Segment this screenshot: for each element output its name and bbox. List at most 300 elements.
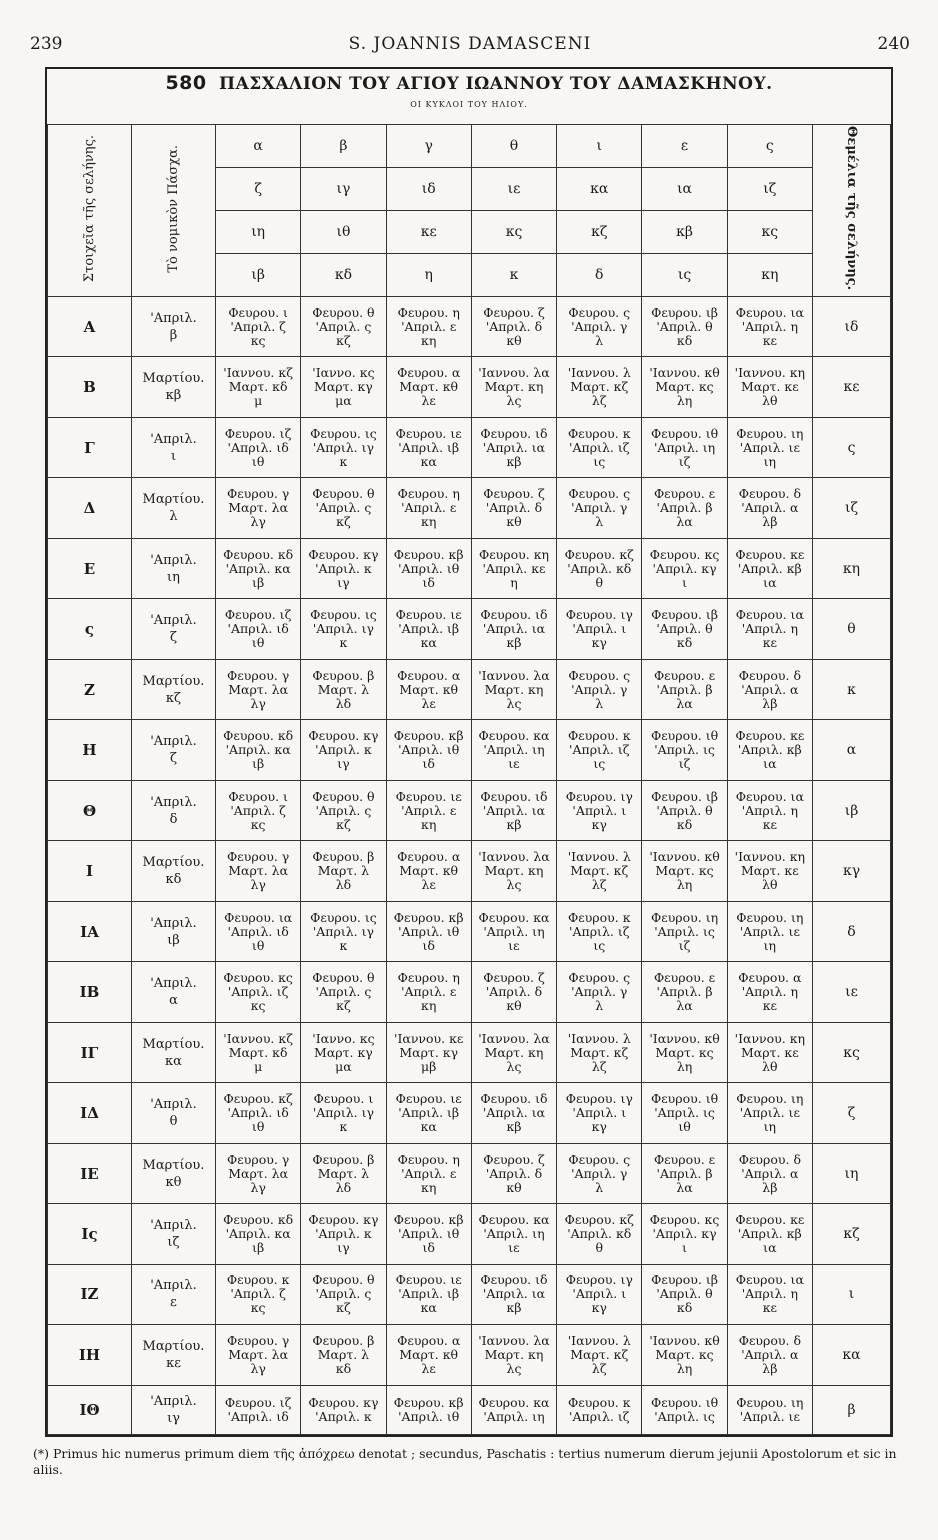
date-cell [642,841,727,901]
date-cell [727,720,812,780]
table-row [48,659,891,719]
date-line: λγ [250,514,266,530]
legal-pascha-line: Μαρτίου. [142,371,205,387]
date-line: Μαρτ. κγ [314,1044,373,1060]
date-line: ιγ [337,574,350,590]
date-line: Φευρου. ια [735,607,804,623]
date-line: Φευρου. ιη [736,1091,804,1107]
date-line: Φευρου. ιδ [480,788,548,804]
date-cell [386,780,471,840]
date-cell [386,538,471,598]
date-line: λβ [762,1360,778,1376]
header-cell: β [301,125,386,168]
date-line: 'Απριλ. ε [401,1165,457,1181]
date-line: Φευρου. β [312,1151,375,1167]
date-cell [727,1264,812,1324]
legal-pascha-line: κθ [165,1174,182,1190]
date-line: λβ [762,514,778,530]
date-line: λζ [591,1360,607,1376]
date-line: Φευρου. γ [227,1151,290,1167]
date-line: 'Απριλ. η [741,1286,798,1302]
date-line: λδ [335,877,352,893]
date-line: Φευρου. θ [312,970,375,986]
date-line: Μαρτ. λα [228,681,289,697]
date-line: λη [676,1360,693,1376]
date-line: κη [421,332,437,348]
legal-pascha-line: ι [170,448,177,464]
date-cell [216,357,301,417]
date-cell [386,478,471,538]
epact-cell: θ [813,599,891,659]
date-line: Φευρου. ιδ [480,1091,548,1107]
date-line: 'Ιαννου. κε [394,1030,464,1046]
date-line: 'Απριλ. ς [315,802,372,818]
date-line: Φευρου. α [397,849,461,865]
legal-pascha-line: ιβ [167,932,180,948]
date-cell [301,478,386,538]
legal-pascha-line: ε [170,1295,177,1311]
row-letter: ΙΒ [48,962,132,1022]
date-cell [642,659,727,719]
date-cell [727,659,812,719]
date-line: 'Απριλ. ιε [739,923,800,939]
date-cell [557,720,642,780]
date-cell [727,1022,812,1082]
table-row [48,1143,891,1203]
date-line: λε [421,1360,436,1376]
header-cell: ιη [216,211,301,254]
legal-pascha-cell [132,478,216,538]
legal-pascha-line: ιγ [167,1410,180,1426]
date-cell [557,297,642,357]
date-cell [386,1083,471,1143]
epact-cell: κγ [813,841,891,901]
date-cell [727,1385,812,1434]
date-line: Φευρου. ς [568,486,631,502]
date-line: 'Ιαννου. κη [734,1030,806,1046]
date-cell [557,1385,642,1434]
date-cell [727,901,812,961]
date-line: Φευρου. ι [228,788,288,804]
table-row [48,297,891,357]
date-cell [471,901,556,961]
date-line: λγ [250,1360,266,1376]
header-cell: κδ [301,254,386,297]
date-line: Φευρου. θ [312,788,375,804]
date-line: 'Απριλ. κβ [737,742,802,758]
date-line: 'Απριλ. κ [315,742,372,758]
date-line: Φευρου. κα [478,1212,550,1227]
legal-pascha-line: Μαρτίου. [142,673,205,689]
footnote: (*) Primus hic numerus primum diem τῆς ἀπόχρεω denotat ; secundus, Paschatis : tertius numerum dierum jejunii Apostolorum et sic in aliis. [33,1446,897,1477]
date-line: Μαρτ. κγ [399,1044,459,1060]
date-line: λ [595,998,604,1014]
date-line: μ [254,1058,263,1074]
date-line: λ [595,1179,604,1195]
date-line: λε [421,393,436,409]
date-cell [216,599,301,659]
date-line: 'Απριλ. ζ [230,1286,286,1302]
date-line: Μαρτ. κδ [228,379,288,395]
date-line: Φευρου. α [397,1332,461,1348]
date-cell [471,478,556,538]
date-line: κθ [506,514,522,530]
date-cell [557,1325,642,1385]
date-line: ια [763,756,777,772]
date-cell [301,599,386,659]
table-row [48,720,891,780]
date-line: Φευρου. ιε [395,607,462,623]
date-line: 'Απριλ. ιζ [569,1408,630,1424]
date-line: 'Ιαννου. λα [478,1332,550,1348]
date-line: 'Απριλ. ια [482,439,546,455]
date-line: Φευρου. κγ [308,1394,379,1410]
date-line: κθ [506,998,522,1014]
date-line: Φευρου. ζ [483,970,545,986]
date-cell [386,599,471,659]
date-line: Φευρου. ζ [483,1151,545,1167]
date-line: Φευρου. ια [735,304,804,320]
date-line: κε [762,816,777,832]
date-line: Φευρου. κε [735,546,805,562]
legal-pascha-line: Μαρτίου. [142,855,205,871]
date-cell [642,962,727,1022]
date-cell [642,1385,727,1434]
header-cell: κζ [557,211,642,254]
date-line: 'Απριλ. ιη [483,923,545,939]
date-line: κζ [336,1300,351,1316]
date-line: Μαρτ. λα [228,863,289,879]
date-line: κζ [336,514,351,530]
date-line: Φευρου. ιη [736,1394,804,1410]
date-line: κ [339,1119,348,1135]
date-line: Φευρου. δ [738,667,801,683]
running-head [30,34,910,58]
date-line: Φευρου. κ [567,728,631,744]
table-row [48,901,891,961]
legal-pascha-line: κβ [165,388,182,404]
row-letter: ς [48,599,132,659]
legal-pascha-cell [132,962,216,1022]
date-line: 'Απριλ. β [656,1165,713,1181]
date-line: Φευρου. ι [228,304,288,320]
date-line: Φευρου. η [397,304,460,320]
epact-cell: κς [813,1022,891,1082]
date-line: 'Απριλ. ιζ [569,439,630,455]
date-line: ιθ [678,1119,691,1135]
date-line: Φευρου. ις [310,909,377,925]
epact-cell: β [813,1385,891,1434]
date-line: Φευρου. ς [568,970,631,986]
date-line: λζ [591,1058,607,1074]
left-heading-cell [48,125,132,297]
header-cell: ιθ [301,211,386,254]
date-cell [471,417,556,477]
date-line: Φευρου. κδ [223,728,294,744]
legal-pascha-line: δ [169,811,178,827]
header-cell: κε [386,211,471,254]
date-line: 'Ιαννου. κθ [649,849,720,865]
date-line: κδ [676,816,693,832]
date-line: 'Απριλ. ε [401,802,457,818]
date-line: Μαρτ. κθ [399,863,459,879]
row-letter: Δ [48,478,132,538]
date-line: ιθ [251,1119,265,1135]
date-line: 'Απριλ. β [656,500,713,516]
table-row [48,478,891,538]
date-cell [386,1264,471,1324]
date-line: Φευρου. κβ [393,909,464,925]
date-cell [301,1022,386,1082]
legal-pascha-cell [132,1325,216,1385]
date-line: 'Απριλ. ια [482,802,546,818]
table-row [48,1264,891,1324]
date-cell [216,1143,301,1203]
date-line: Μαρτ. λα [228,1165,289,1181]
date-line: 'Απριλ. ιη [653,439,716,455]
date-cell [557,780,642,840]
row-letter: Ις [48,1204,132,1264]
page-number-left: 239 [30,34,63,54]
date-line: Μαρτ. κς [655,863,714,879]
date-line: Μαρτ. κη [484,863,544,879]
date-cell [301,538,386,598]
date-line: 'Απριλ. ιβ [398,1105,460,1121]
date-line: Φευρου. ι [313,1091,374,1107]
date-cell [216,901,301,961]
date-cell [301,357,386,417]
date-cell [642,901,727,961]
header-cell: κ [471,254,556,297]
date-line: 'Απριλ. ε [401,984,457,1000]
date-line: 'Απριλ. ις [654,742,715,758]
paschal-table [47,124,891,1435]
date-line: 'Απριλ. κδ [567,560,632,576]
date-line: Φευρου. κε [735,728,805,744]
date-line: Φευρου. ιγ [565,607,633,623]
date-cell [386,1143,471,1203]
date-line: Φευρου. α [397,365,461,381]
date-line: η [510,574,518,590]
date-line: 'Απριλ. ις [654,923,715,939]
epact-cell: α [813,720,891,780]
date-cell [216,478,301,538]
date-cell [727,1204,812,1264]
date-line: 'Απριλ. η [741,318,798,334]
date-line: 'Ιαννου. λ [567,1030,631,1046]
date-line: 'Απριλ. ια [482,1286,546,1302]
epact-cell: ι [813,1264,891,1324]
date-line: κε [762,332,777,348]
table-row [48,780,891,840]
table-title [47,72,891,94]
date-cell [471,962,556,1022]
date-cell [727,1083,812,1143]
date-line: Φευρου. κζ [564,546,634,562]
date-line: 'Απριλ. ς [315,500,372,516]
legal-pascha-line: ιη [167,569,180,585]
date-line: Μαρτ. λ [317,1346,370,1362]
header-cell: γ [386,125,471,168]
date-line: Φευρου. η [397,970,460,986]
date-cell [642,1264,727,1324]
date-cell [301,297,386,357]
date-line: ιδ [422,574,435,590]
date-line: ιη [763,937,777,953]
date-line: ιε [508,937,520,953]
date-line: Φευρου. ιδ [480,1272,548,1288]
date-line: κγ [591,1119,607,1135]
date-line: 'Απριλ. κβ [737,560,802,576]
date-line: λθ [762,877,778,893]
date-line: λα [676,1179,693,1195]
date-line: Φευρου. κ [567,909,631,925]
date-line: Φευρου. κβ [393,1394,464,1410]
date-line: 'Απριλ. ιε [739,439,800,455]
date-line: λη [676,393,693,409]
legal-pascha-cell [132,538,216,598]
date-line: ιβ [252,756,265,772]
legal-pascha-line: 'Απριλ. [150,431,197,447]
date-line: 'Απριλ. κε [482,560,546,576]
date-line: Φευρου. ιη [736,909,804,925]
date-line: ις [593,453,606,469]
date-line: κδ [676,1300,693,1316]
date-line: ιθ [251,635,265,651]
date-line: ιγ [337,1240,350,1255]
table-row [48,1022,891,1082]
date-line: 'Ιαννου. λ [567,365,631,381]
date-cell [557,599,642,659]
date-cell [301,720,386,780]
date-line: κε [762,998,777,1014]
date-line: ιθ [251,937,265,953]
header-cell: α [216,125,301,168]
date-line: Φευρου. ιθ [650,425,719,441]
date-cell [301,841,386,901]
date-line: Μαρτ. κε [740,863,799,879]
legal-pascha-line: 'Απριλ. [150,1218,197,1233]
date-line: λβ [762,695,778,711]
date-line: κη [421,1179,437,1195]
legal-pascha-cell [132,1204,216,1264]
date-cell [642,538,727,598]
page-number-right: 240 [877,34,910,54]
date-line: Φευρου. ις [310,425,377,441]
date-line: 'Απριλ. ιη [483,742,545,758]
legal-pascha-cell [132,1264,216,1324]
epact-cell: κα [813,1325,891,1385]
date-cell [216,659,301,719]
date-line: Μαρτ. κζ [570,1346,629,1362]
date-line: 'Απριλ. ι [572,1286,627,1302]
date-line: λς [506,877,522,893]
date-line: 'Απριλ. ς [315,1286,372,1302]
date-cell [386,962,471,1022]
date-line: 'Απριλ. κ [315,1408,372,1424]
date-cell [386,417,471,477]
date-line: 'Απριλ. ς [315,318,372,334]
date-line: Μαρτ. κς [655,1044,714,1060]
date-line: 'Ιαννου. λα [478,667,550,683]
row-letter: Η [48,720,132,780]
date-line: Μαρτ. κδ [228,1044,288,1060]
date-line: 'Απριλ. ς [315,984,372,1000]
date-line: Φευρου. ε [653,486,716,502]
date-line: Μαρτ. κζ [570,379,629,395]
date-line: 'Απριλ. ιδ [227,1105,289,1121]
epact-cell: ιη [813,1143,891,1203]
legal-pascha-cell [132,841,216,901]
date-line: 'Ιαννου. λ [567,1332,631,1348]
date-cell [557,1083,642,1143]
date-line: Φευρου. ιε [395,1272,462,1288]
date-line: κθ [506,1179,522,1195]
date-line: Μαρτ. λα [228,1346,289,1362]
date-line: Μαρτ. λ [317,1165,370,1181]
date-line: 'Απριλ. ιβ [398,621,460,637]
date-line: Φευρου. θ [312,1272,375,1288]
legal-pascha-line: Μαρτίου. [142,492,205,508]
date-line: κα [420,1119,437,1135]
date-cell [216,1204,301,1264]
date-line: Φευρου. ιε [395,425,462,441]
date-line: Μαρτ. κζ [570,863,629,879]
date-line: κε [762,1300,777,1316]
legal-pascha-line: 'Απριλ. [150,613,197,629]
epact-cell: κε [813,357,891,417]
legal-pascha-cell [132,297,216,357]
date-line: κβ [506,1119,522,1135]
date-line: κζ [336,332,351,348]
header-cell: ια [642,168,727,211]
legal-pascha-cell [132,720,216,780]
title-text: ΠΑΣΧΑΛΙΟΝ ΤΟΥ ΑΓΙΟΥ ΙΩΑΝΝΟΥ ΤΟΥ ΔΑΜΑΣΚΗΝΟΥ. [219,74,773,94]
date-line: 'Απριλ. ιγ [312,439,374,455]
date-line: 'Απριλ. ιη [483,1408,545,1424]
legal-pascha-cell [132,901,216,961]
date-cell [471,1143,556,1203]
running-title: S. JOANNIS DAMASCENI [348,34,592,54]
date-line: 'Απριλ. ι [572,1105,627,1121]
date-line: Φευρου. γ [227,849,290,865]
row-letter: Ζ [48,659,132,719]
date-line: 'Ιαννου. κθ [649,365,720,381]
right-heading-cell [813,125,891,297]
date-line: 'Απριλ. κ [315,560,372,576]
date-cell [386,1385,471,1434]
date-line: 'Απριλ. ιδ [227,923,289,939]
date-line: 'Απριλ. κα [225,560,291,576]
date-line: Φευρου. ιθ [650,728,719,744]
date-cell [557,1204,642,1264]
date-line: ιε [508,1240,520,1255]
date-line: 'Απριλ. η [741,621,798,637]
date-line: κς [250,1300,266,1316]
date-cell [216,841,301,901]
date-line: 'Ιαννου. κζ [223,1030,293,1046]
date-cell [301,1325,386,1385]
date-line: 'Απριλ. δ [485,500,543,516]
date-line: 'Απριλ. ι [572,802,627,818]
date-cell [471,659,556,719]
date-cell [557,901,642,961]
date-line: κη [421,514,437,530]
legal-pascha-line: ζ [169,751,178,767]
second-heading-cell [132,125,216,297]
date-line: ιζ [678,756,691,772]
date-cell [642,1325,727,1385]
